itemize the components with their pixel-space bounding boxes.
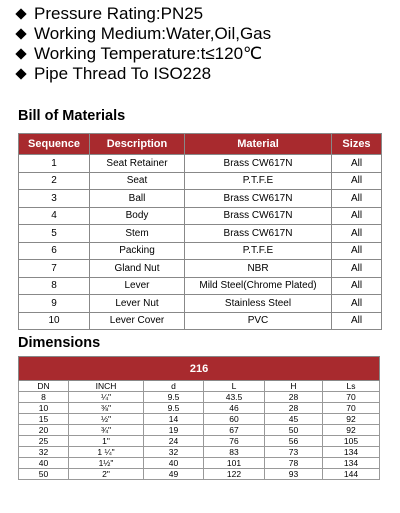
table-cell: 50 [265,425,323,436]
table-cell: 1 ¼" [69,447,144,458]
bom-header-sizes: Sizes [332,134,382,155]
table-cell: 76 [204,436,265,447]
table-cell: 46 [204,403,265,414]
table-cell: All [332,207,382,225]
table-cell: Mild Steel(Chrome Plated) [185,277,332,295]
table-cell: 105 [323,436,380,447]
table-cell: Seat [90,172,185,190]
table-cell: P.T.F.E [185,242,332,260]
table-cell: Brass CW617N [185,207,332,225]
table-cell: Seat Retainer [90,155,185,173]
table-row [19,277,382,295]
dim-header-dn: DN [19,381,69,392]
diamond-bullet-icon [15,28,26,39]
table-cell: Brass CW617N [185,190,332,208]
spec-item [13,24,398,44]
table-cell: ¾" [69,425,144,436]
table-cell: All [332,277,382,295]
table-row [19,207,382,225]
table-cell: ⅜" [69,403,144,414]
table-cell: 2 [19,172,90,190]
table-cell: 60 [204,414,265,425]
table-cell: 6 [19,242,90,260]
table-cell: 92 [323,414,380,425]
diamond-bullet-icon [15,8,26,19]
table-cell: 9 [19,295,90,313]
table-cell: 1 [19,155,90,173]
dimensions-title: Dimensions [18,335,101,351]
table-cell: 67 [204,425,265,436]
table-cell: All [332,172,382,190]
table-cell: 78 [265,458,323,469]
table-cell: 1½" [69,458,144,469]
table-cell: All [332,295,382,313]
table-cell: 73 [265,447,323,458]
table-cell: All [332,190,382,208]
table-cell: 32 [144,447,204,458]
spec-list [13,4,398,84]
table-cell: P.T.F.E [185,172,332,190]
table-row [19,458,380,469]
table-cell: 2" [69,469,144,480]
table-cell: 70 [323,392,380,403]
table-row [19,447,380,458]
dim-header-inch: INCH [69,381,144,392]
table-cell: 9.5 [144,403,204,414]
table-cell: 134 [323,458,380,469]
table-cell: Ball [90,190,185,208]
table-cell: 56 [265,436,323,447]
table-cell: 70 [323,403,380,414]
bom-table [18,133,382,330]
spec-text: Working Temperature:t≤120℃ [34,44,263,63]
table-cell: Brass CW617N [185,155,332,173]
table-row [19,403,380,414]
table-cell: 144 [323,469,380,480]
table-row [19,392,380,403]
table-row [19,295,382,313]
table-cell: 1" [69,436,144,447]
table-cell: 3 [19,190,90,208]
table-cell: 10 [19,312,90,330]
table-cell: Body [90,207,185,225]
table-row [19,425,380,436]
table-cell: 8 [19,277,90,295]
table-row [19,469,380,480]
dim-header-ls: Ls [323,381,380,392]
table-cell: Lever [90,277,185,295]
table-cell: Stainless Steel [185,295,332,313]
table-cell: 10 [19,403,69,414]
table-cell: 7 [19,260,90,278]
bom-header-row [19,134,382,155]
table-row [19,155,382,173]
table-cell: Packing [90,242,185,260]
table-cell: Lever Cover [90,312,185,330]
spec-item [13,4,398,24]
table-cell: 134 [323,447,380,458]
table-cell: 14 [144,414,204,425]
bom-header-description: Description [90,134,185,155]
table-row [19,242,382,260]
table-row [19,172,382,190]
table-cell: 49 [144,469,204,480]
table-cell: 40 [19,458,69,469]
table-cell: 9.5 [144,392,204,403]
table-cell: All [332,312,382,330]
spec-item [13,64,398,84]
table-cell: 101 [204,458,265,469]
table-cell: 122 [204,469,265,480]
table-cell: 15 [19,414,69,425]
bom-header-material: Material [185,134,332,155]
dim-header-h: H [265,381,323,392]
table-cell: All [332,260,382,278]
spec-item [13,44,398,64]
table-cell: 43.5 [204,392,265,403]
spec-text: Pipe Thread To ISO228 [34,64,212,83]
table-cell: Gland Nut [90,260,185,278]
table-row [19,312,382,330]
dim-header-d: d [144,381,204,392]
dimensions-model-header: 216 [19,357,380,381]
table-cell: Brass CW617N [185,225,332,243]
dimensions-header-row [19,381,380,392]
dimensions-table [18,356,380,480]
table-cell: 8 [19,392,69,403]
bom-header-sequence: Sequence [19,134,90,155]
table-cell: Stem [90,225,185,243]
diamond-bullet-icon [15,48,26,59]
table-cell: All [332,155,382,173]
diamond-bullet-icon [15,68,26,79]
table-row [19,260,382,278]
table-cell: 19 [144,425,204,436]
table-cell: 20 [19,425,69,436]
table-row [19,225,382,243]
table-cell: 50 [19,469,69,480]
table-cell: 28 [265,392,323,403]
table-cell: ¼" [69,392,144,403]
table-cell: 4 [19,207,90,225]
table-cell: NBR [185,260,332,278]
table-cell: 5 [19,225,90,243]
spec-text: Pressure Rating:PN25 [34,4,204,23]
table-cell: 83 [204,447,265,458]
dimensions-model-row [19,357,380,381]
spec-text: Working Medium:Water,Oil,Gas [34,24,272,43]
table-cell: 45 [265,414,323,425]
table-cell: All [332,242,382,260]
table-cell: All [332,225,382,243]
table-cell: 92 [323,425,380,436]
bom-title: Bill of Materials [18,108,126,124]
table-cell: 32 [19,447,69,458]
table-cell: PVC [185,312,332,330]
table-row [19,190,382,208]
table-cell: 40 [144,458,204,469]
table-row [19,436,380,447]
table-cell: 24 [144,436,204,447]
dim-header-l: L [204,381,265,392]
table-cell: ½" [69,414,144,425]
table-cell: 28 [265,403,323,414]
table-cell: 25 [19,436,69,447]
table-cell: Lever Nut [90,295,185,313]
table-cell: 93 [265,469,323,480]
table-row [19,414,380,425]
